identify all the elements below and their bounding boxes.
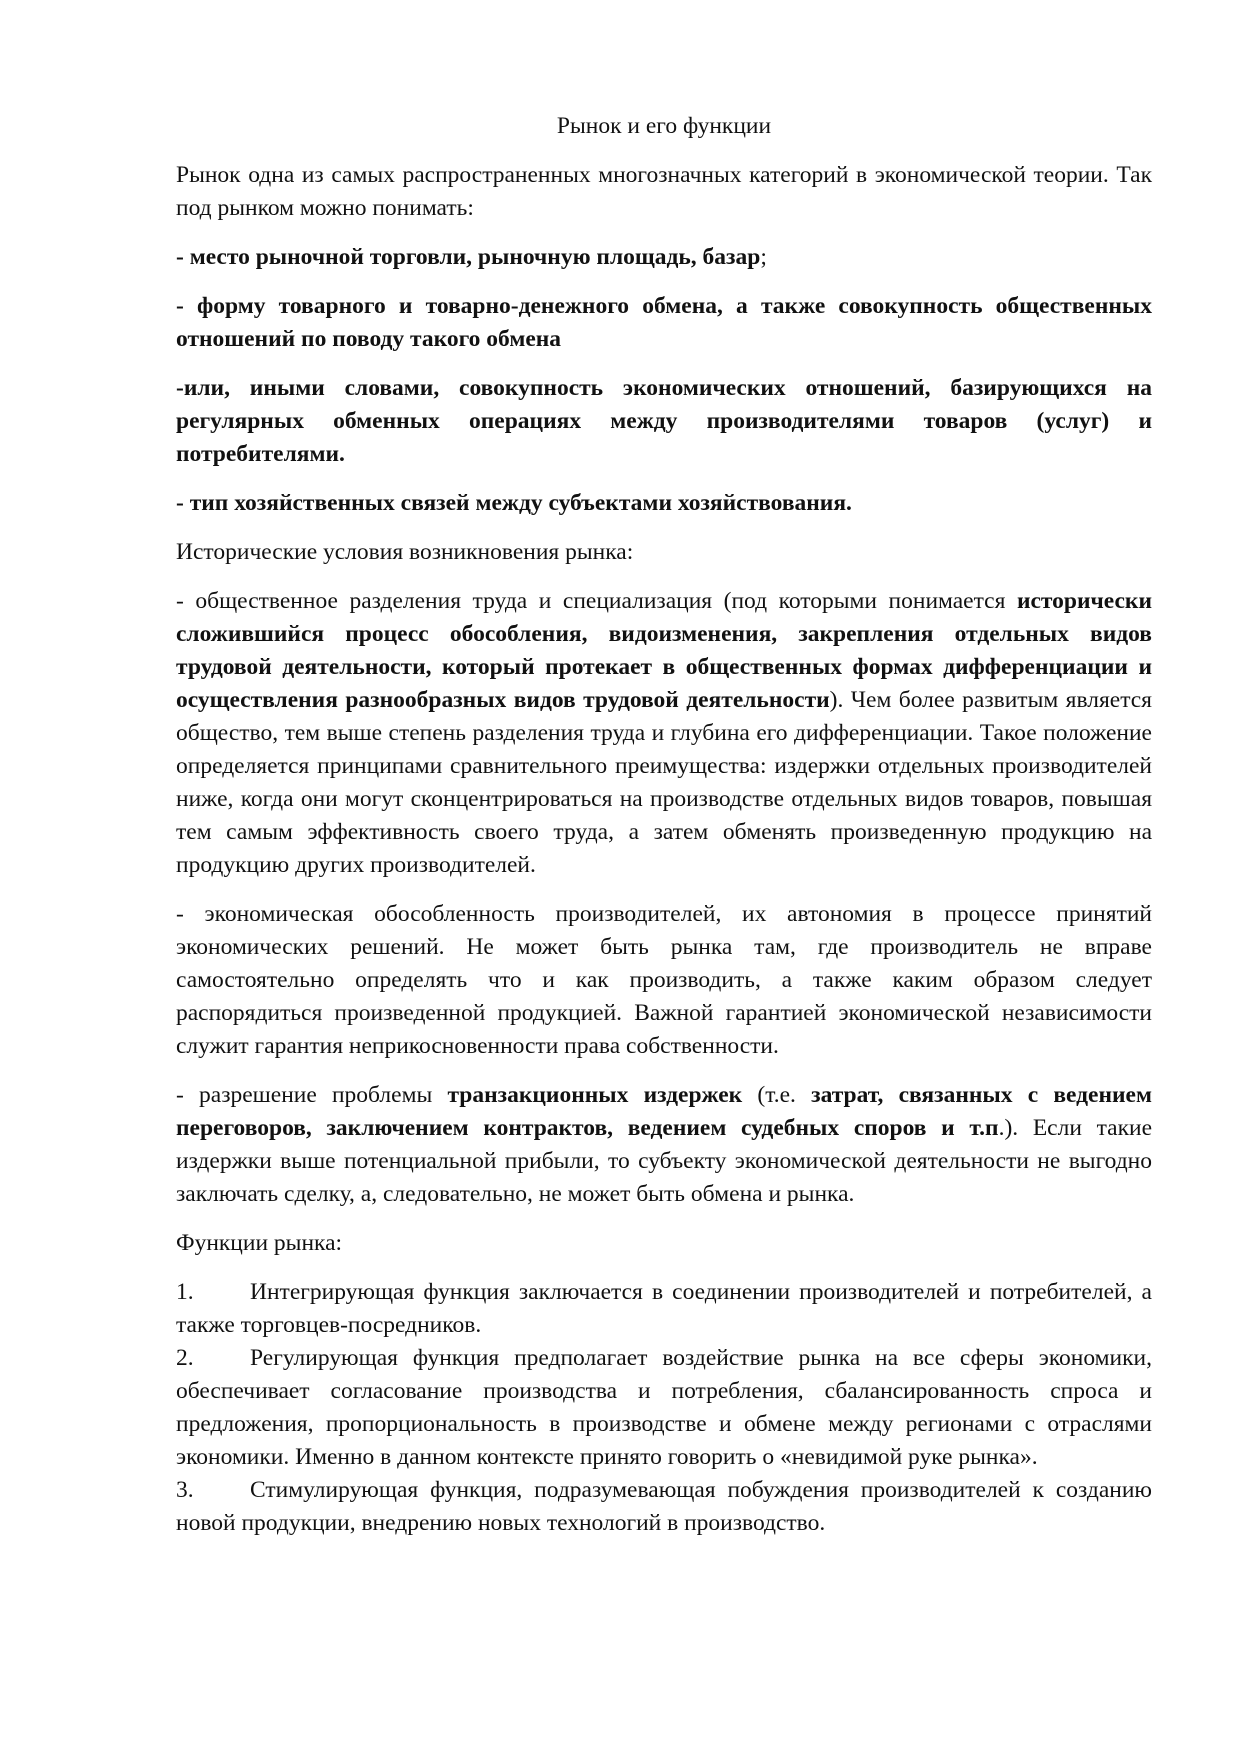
market-meaning-1-suffix: ; <box>760 244 767 270</box>
condition-1-part1: - общественное разделения труда и специализация (под которыми понимается <box>176 588 1017 614</box>
function-text: Регулирующая функция предполагает воздействие рынка на все сферы экономики, обеспечивает согласование производства и потребления, сбалансированность спроса и предложения, пропорциональность в производстве и обмене между регионами с отраслями экономики. Именно в данном контексте принято говорить о «невидимой руке рынка». <box>176 1345 1152 1470</box>
condition-3-part1: - разрешение проблемы <box>176 1082 448 1108</box>
document-title: Рынок и его функции <box>556 113 772 139</box>
condition-paragraph-1 <box>176 585 1152 882</box>
condition-1-bold: исторически сложившийся процесс обособления, видоизменения, закрепления отдельных видов трудовой деятельности, который протекает в общественных формах дифференциации и осуществления разнообразных видов трудовой деятельности <box>176 588 1152 713</box>
condition-paragraph-2: - экономическая обособленность производителей, их автономия в процессе принятий экономических решений. Не может быть рынка там, где производитель не вправе самостоятельно определять что и как производить, а также каким образом следует распорядиться произведенной продукцией. Важной гарантией экономической независимости служит гарантия неприкосновенности права собственности. <box>176 901 1152 1059</box>
market-meaning-4: - тип хозяйственных связей между субъектами хозяйствования. <box>176 490 852 516</box>
market-meaning-1 <box>176 241 1152 274</box>
function-number: 2. <box>176 1345 194 1371</box>
condition-3-part2: (т.е. <box>742 1082 812 1108</box>
function-text: Интегрирующая функция заключается в соединении производителей и потребителей, а также торговцев-посредников. <box>176 1279 1152 1338</box>
functions-heading: Функции рынка: <box>176 1230 343 1256</box>
condition-1-part2: ). Чем более развитым является общество, тем выше степень разделения труда и глубина его дифференциации. Такое положение определяется принципами сравнительного преимущества: издержки отдельных производителей ниже, когда они могут сконцентрироваться на производстве отдельных видов товаров, повышая тем самым эффективность своего труда, а затем обменять произведенную продукцию на продукцию других производителей. <box>176 687 1152 878</box>
function-item-3 <box>176 1474 1152 1540</box>
function-item-1 <box>176 1276 1152 1342</box>
market-meaning-1-text: - место рыночной торговли, рыночную площадь, базар <box>176 244 761 270</box>
function-text: Стимулирующая функция, подразумевающая побуждения производителей к созданию новой продукции, внедрению новых технологий в производство. <box>176 1477 1152 1536</box>
condition-3-bold2: затрат, связанных с ведением переговоров, заключением контрактов, ведением судебных споров и т.п <box>176 1082 1152 1141</box>
intro-paragraph: Рынок одна из самых распространенных многозначных категорий в экономической теории. Так под рынком можно понимать: <box>176 162 1152 221</box>
document-page <box>176 110 1152 1540</box>
market-meaning-3: -или, иными словами, совокупность экономических отношений, базирующихся на регулярных обменных операциях между производителями товаров (услуг) и потребителями. <box>176 375 1152 467</box>
market-meaning-2: - форму товарного и товарно-денежного обмена, а также совокупность общественных отношений по поводу такого обмена <box>176 293 1152 352</box>
functions-list <box>176 1276 1152 1540</box>
function-item-2 <box>176 1342 1152 1474</box>
function-number: 1. <box>176 1279 194 1305</box>
function-number: 3. <box>176 1477 194 1503</box>
condition-3-part3: .). Если такие издержки выше потенциальной прибыли, то субъекту экономической деятельности не выгодно заключать сделку, а, следовательно, не может быть обмена и рынка. <box>176 1115 1153 1207</box>
conditions-heading: Исторические условия возникновения рынка: <box>176 539 634 565</box>
condition-3-bold1: транзакционных издержек <box>447 1082 743 1108</box>
condition-paragraph-3 <box>176 1079 1152 1211</box>
